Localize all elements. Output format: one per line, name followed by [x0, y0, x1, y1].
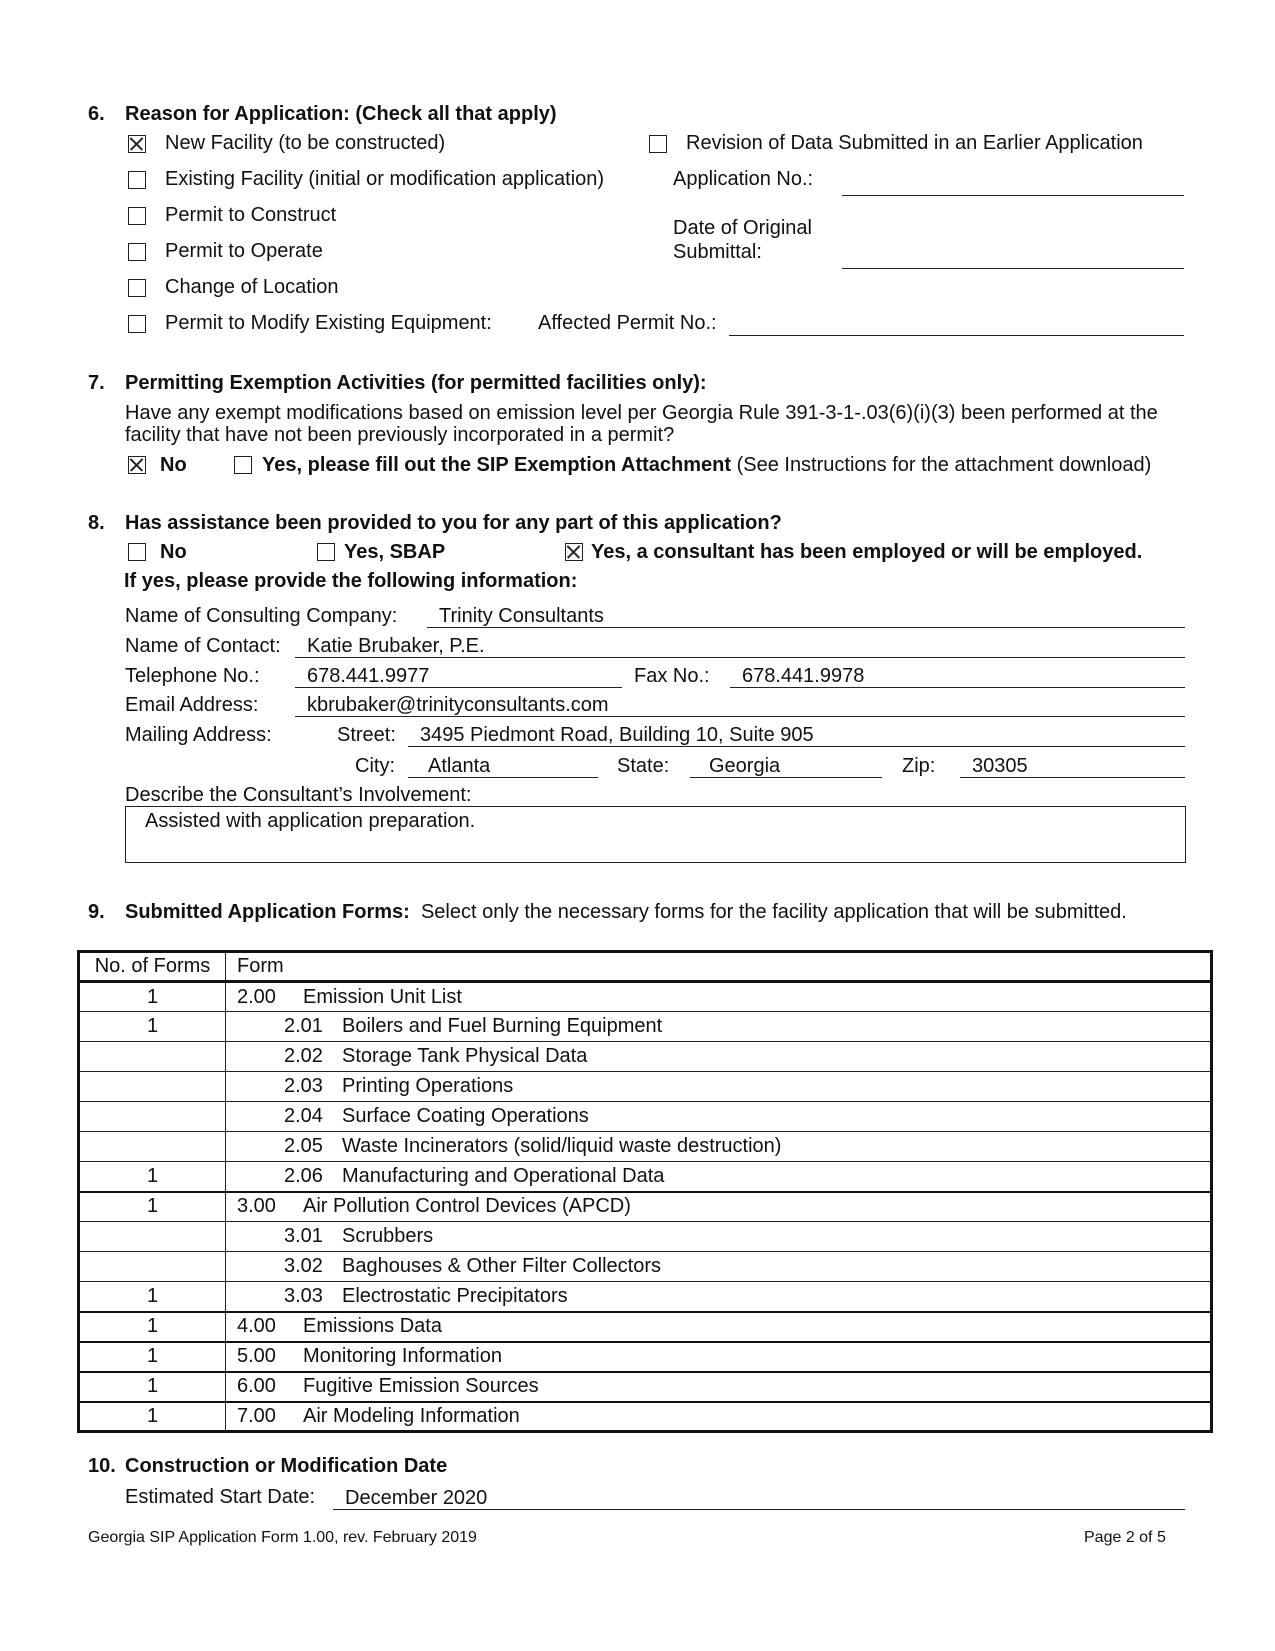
permit-modify-label: Permit to Modify Existing Equipment: — [165, 312, 492, 334]
form-name-cell — [226, 1312, 1212, 1342]
state-field[interactable] — [690, 755, 882, 778]
form-name-cell — [226, 1162, 1212, 1192]
form-code: 3.01 — [284, 1225, 323, 1247]
form-name-cell — [226, 1012, 1212, 1042]
form-name-cell — [226, 1132, 1212, 1162]
exempt-question-line-1: Have any exempt modifications based on emission level per Georgia Rule 391-3-1-.03(6)(i)(3) been performed at the — [125, 402, 1158, 424]
involvement-label: Describe the Consultant’s Involvement: — [125, 784, 472, 806]
form-count-cell[interactable]: 1 — [79, 1312, 226, 1342]
table-row — [79, 1042, 1212, 1072]
section-10-number: 10. — [88, 1455, 116, 1477]
section-8-number: 8. — [88, 512, 105, 534]
form-count-cell[interactable] — [79, 1252, 226, 1282]
form-name-cell — [226, 1072, 1212, 1102]
form-code: 2.05 — [284, 1135, 323, 1157]
form-code: 2.06 — [284, 1164, 323, 1187]
section-6-number: 6. — [88, 103, 105, 125]
change-of-location-checkbox[interactable] — [128, 279, 146, 297]
date-original-field[interactable] — [842, 268, 1184, 269]
form-count-cell[interactable]: 1 — [79, 1162, 226, 1192]
forms-table-header — [79, 952, 1212, 982]
email-field[interactable] — [295, 694, 1185, 717]
table-row — [79, 1222, 1212, 1252]
footer-page-number: Page 2 of 5 — [1084, 1529, 1166, 1546]
assist-sbap-checkbox[interactable] — [317, 543, 335, 561]
form-name: Air Modeling Information — [303, 1404, 520, 1427]
exempt-question-line-2: facility that have not been previously incorporated in a permit? — [125, 424, 675, 446]
state-label: State: — [617, 755, 670, 777]
form-name-cell — [226, 1222, 1212, 1252]
phone-value: 678.441.9977 — [307, 665, 430, 687]
form-code: 2.01 — [284, 1015, 323, 1037]
involvement-value: Assisted with application preparation. — [145, 810, 476, 832]
exempt-yes-label: Yes, please fill out the SIP Exemption Attachment (See Instructions for the attachment download) — [262, 454, 1152, 476]
form-name: Storage Tank Physical Data — [342, 1045, 588, 1067]
table-row — [79, 1072, 1212, 1102]
section-9-title: Submitted Application Forms: — [125, 901, 410, 923]
form-code: 2.00 — [237, 985, 276, 1008]
assist-consultant-checkbox[interactable] — [565, 543, 583, 561]
form-count-cell[interactable]: 1 — [79, 1012, 226, 1042]
form-count-cell[interactable]: 1 — [79, 1192, 226, 1222]
form-name: Emission Unit List — [303, 985, 462, 1008]
phone-label: Telephone No.: — [125, 665, 260, 687]
footer-form-id: Georgia SIP Application Form 1.00, rev. February 2019 — [88, 1529, 477, 1546]
zip-label: Zip: — [902, 755, 936, 777]
form-name: Manufacturing and Operational Data — [342, 1164, 665, 1187]
street-label: Street: — [337, 724, 396, 746]
form-name: Scrubbers — [342, 1225, 434, 1247]
form-code: 3.03 — [284, 1284, 323, 1307]
street-value: 3495 Piedmont Road, Building 10, Suite 905 — [420, 724, 814, 746]
form-count-cell[interactable]: 1 — [79, 1372, 226, 1402]
section-7-title: Permitting Exemption Activities (for permitted facilities only): — [125, 372, 707, 394]
section-8-title: Has assistance been provided to you for any part of this application? — [125, 512, 782, 534]
form-count-cell[interactable] — [79, 1132, 226, 1162]
table-row — [79, 1312, 1212, 1342]
if-yes-instruction: If yes, please provide the following information: — [124, 570, 578, 592]
section-6-title: Reason for Application: (Check all that apply) — [125, 103, 557, 125]
date-original-label-2: Submittal: — [673, 241, 762, 263]
permit-modify-checkbox[interactable] — [128, 315, 146, 333]
permit-to-construct-checkbox[interactable] — [128, 207, 146, 225]
forms-table — [77, 950, 1213, 1433]
form-name: Boilers and Fuel Burning Equipment — [342, 1015, 663, 1037]
form-count-cell[interactable]: 1 — [79, 982, 226, 1012]
section-9-heading — [125, 902, 1127, 922]
table-row — [79, 1402, 1212, 1432]
form-name: Air Pollution Control Devices (APCD) — [303, 1195, 631, 1218]
date-original-label-1: Date of Original — [673, 217, 812, 239]
form-name-cell — [226, 1252, 1212, 1282]
phone-field[interactable] — [295, 665, 622, 688]
assist-consultant-label: Yes, a consultant has been employed or will be employed. — [591, 541, 1143, 563]
permit-to-operate-label: Permit to Operate — [165, 240, 323, 262]
start-date-field[interactable] — [333, 1487, 1185, 1510]
form-count-cell[interactable] — [79, 1042, 226, 1072]
application-no-label: Application No.: — [673, 168, 814, 190]
form-count-cell[interactable] — [79, 1222, 226, 1252]
form-code: 2.02 — [284, 1045, 323, 1067]
form-code: 3.02 — [284, 1255, 323, 1277]
form-name-cell — [226, 1282, 1212, 1312]
table-row — [79, 1192, 1212, 1222]
form-code: 2.03 — [284, 1075, 323, 1097]
form-name: Fugitive Emission Sources — [303, 1375, 539, 1397]
state-value: Georgia — [709, 755, 781, 777]
form-code: 4.00 — [237, 1315, 276, 1337]
form-count-cell[interactable] — [79, 1072, 226, 1102]
form-name: Printing Operations — [342, 1075, 514, 1097]
affected-permit-field[interactable] — [729, 335, 1184, 336]
assist-sbap-label: Yes, SBAP — [344, 541, 446, 563]
existing-facility-label: Existing Facility (initial or modification application) — [165, 168, 605, 190]
table-row — [79, 1252, 1212, 1282]
contact-label: Name of Contact: — [125, 635, 281, 657]
col-form: Form — [226, 952, 1212, 982]
permit-to-construct-label: Permit to Construct — [165, 204, 337, 226]
permit-to-operate-checkbox[interactable] — [128, 243, 146, 261]
table-row — [79, 1102, 1212, 1132]
form-code: 5.00 — [237, 1345, 276, 1367]
contact-field[interactable] — [295, 635, 1185, 658]
existing-facility-checkbox[interactable] — [128, 171, 146, 189]
zip-field[interactable] — [960, 755, 1185, 778]
form-name-cell — [226, 1102, 1212, 1132]
form-name: Monitoring Information — [303, 1345, 502, 1367]
exempt-yes-checkbox[interactable] — [234, 456, 252, 474]
contact-value: Katie Brubaker, P.E. — [307, 635, 485, 657]
company-field[interactable] — [427, 605, 1185, 628]
change-of-location-label: Change of Location — [165, 276, 339, 298]
form-name-cell — [226, 1372, 1212, 1402]
table-row — [79, 982, 1212, 1012]
email-value: kbrubaker@trinityconsultants.com — [307, 694, 609, 716]
application-no-field[interactable] — [842, 195, 1184, 196]
form-name: Baghouses & Other Filter Collectors — [342, 1255, 662, 1277]
form-count-cell[interactable]: 1 — [79, 1342, 226, 1372]
table-row — [79, 1132, 1212, 1162]
section-9-number: 9. — [88, 901, 105, 923]
section-9-subtitle: Select only the necessary forms for the facility application that will be submitted. — [420, 901, 1127, 923]
form-count-cell[interactable]: 1 — [79, 1402, 226, 1432]
revision-label: Revision of Data Submitted in an Earlier Application — [686, 132, 1143, 154]
table-row — [79, 1162, 1212, 1192]
mailing-label: Mailing Address: — [125, 724, 272, 746]
fax-label: Fax No.: — [634, 665, 710, 687]
city-label: City: — [355, 755, 395, 777]
exempt-no-checkbox[interactable] — [128, 456, 146, 474]
forms-table-body — [79, 982, 1212, 1432]
table-row — [79, 1012, 1212, 1042]
start-date-value: December 2020 — [345, 1487, 488, 1509]
company-value: Trinity Consultants — [439, 605, 604, 627]
revision-checkbox[interactable] — [649, 135, 667, 153]
exempt-no-label: No — [160, 454, 187, 476]
form-name: Surface Coating Operations — [342, 1105, 589, 1127]
involvement-box[interactable] — [125, 806, 1186, 863]
form-code: 6.00 — [237, 1375, 276, 1397]
section-7-number: 7. — [88, 372, 105, 394]
form-name-cell — [226, 1342, 1212, 1372]
new-facility-label: New Facility (to be constructed) — [165, 132, 446, 154]
table-row — [79, 1372, 1212, 1402]
new-facility-checkbox[interactable] — [128, 135, 146, 153]
form-count-cell[interactable]: 1 — [79, 1282, 226, 1312]
section-10-title: Construction or Modification Date — [125, 1455, 448, 1477]
form-code: 2.04 — [284, 1105, 323, 1127]
table-row — [79, 1342, 1212, 1372]
form-name-cell — [226, 982, 1212, 1012]
city-field[interactable] — [408, 755, 598, 778]
fax-value: 678.441.9978 — [742, 665, 865, 687]
form-name-cell — [226, 1402, 1212, 1432]
assist-no-label: No — [160, 541, 187, 563]
city-value: Atlanta — [428, 755, 491, 777]
zip-value: 30305 — [972, 755, 1028, 777]
form-name: Electrostatic Precipitators — [342, 1284, 568, 1307]
email-label: Email Address: — [125, 694, 259, 716]
affected-permit-label: Affected Permit No.: — [538, 312, 717, 334]
form-code: 7.00 — [237, 1404, 276, 1427]
assist-no-checkbox[interactable] — [128, 543, 146, 561]
form-name: Waste Incinerators (solid/liquid waste destruction) — [342, 1135, 782, 1157]
form-name: Emissions Data — [303, 1315, 442, 1337]
company-label: Name of Consulting Company: — [125, 605, 398, 627]
form-code: 3.00 — [237, 1195, 276, 1218]
fax-field[interactable] — [730, 665, 1185, 688]
form-name-cell — [226, 1042, 1212, 1072]
col-no-of-forms: No. of Forms — [79, 952, 226, 982]
form-name-cell — [226, 1192, 1212, 1222]
street-field[interactable] — [408, 724, 1185, 747]
form-count-cell[interactable] — [79, 1102, 226, 1132]
start-date-label: Estimated Start Date: — [125, 1486, 316, 1508]
table-row — [79, 1282, 1212, 1312]
